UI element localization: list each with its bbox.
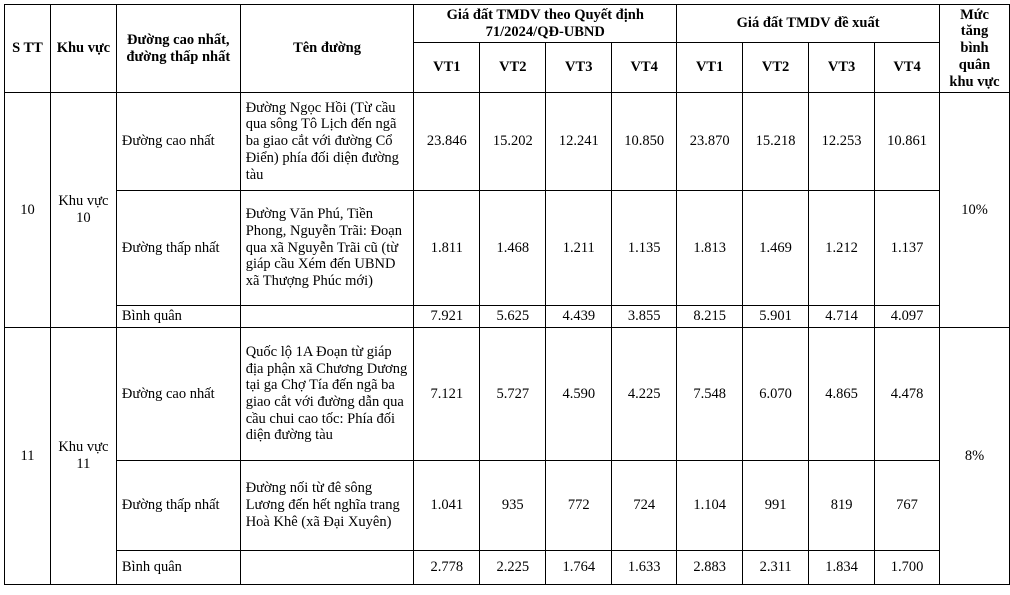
- ten-duong-cell: Đường nối từ đê sông Lương đến hết nghĩa trang Hoà Khê (xã Đại Xuyên): [240, 461, 414, 551]
- value-cell: 15.218: [743, 93, 809, 191]
- value-cell: 2.225: [480, 551, 546, 585]
- value-cell: 5.901: [743, 306, 809, 328]
- value-cell: 2.883: [677, 551, 743, 585]
- duong-type-cell: Đường cao nhất: [116, 328, 240, 461]
- value-cell: 1.104: [677, 461, 743, 551]
- value-cell: 1.137: [875, 191, 940, 306]
- value-cell: 23.846: [414, 93, 480, 191]
- value-cell: 2.778: [414, 551, 480, 585]
- binh-quan-label: Bình quân: [116, 551, 240, 585]
- value-cell: 819: [809, 461, 875, 551]
- document-page: [4, 4, 1010, 585]
- value-cell: 7.121: [414, 328, 480, 461]
- header-vt3-qd: VT3: [546, 43, 612, 93]
- value-cell: 4.439: [546, 306, 612, 328]
- value-cell: 1.211: [546, 191, 612, 306]
- value-cell: 1.041: [414, 461, 480, 551]
- value-cell: 1.633: [612, 551, 677, 585]
- value-cell: 1.813: [677, 191, 743, 306]
- value-cell: 1.764: [546, 551, 612, 585]
- table-row: [5, 191, 1010, 306]
- stt-cell: 10: [5, 93, 51, 328]
- duong-type-cell: Đường thấp nhất: [116, 191, 240, 306]
- value-cell: 8.215: [677, 306, 743, 328]
- value-cell: 1.700: [875, 551, 940, 585]
- khu-vuc-cell: Khu vực 11: [50, 328, 116, 585]
- value-cell: 1.135: [612, 191, 677, 306]
- value-cell: 4.865: [809, 328, 875, 461]
- table-row: [5, 461, 1010, 551]
- table-row: [5, 93, 1010, 191]
- table-row: [5, 551, 1010, 585]
- header-vt1-qd: VT1: [414, 43, 480, 93]
- header-duong-type: Đường cao nhất, đường thấp nhất: [116, 5, 240, 93]
- value-cell: 4.097: [875, 306, 940, 328]
- value-cell: 23.870: [677, 93, 743, 191]
- muc-tang-cell: 10%: [940, 93, 1010, 328]
- empty-cell: [240, 306, 414, 328]
- header-vt4-dx: VT4: [875, 43, 940, 93]
- value-cell: 2.311: [743, 551, 809, 585]
- ten-duong-cell: Đường Ngọc Hồi (Từ cầu qua sông Tô Lịch đến ngã ba giao cắt với đường Cổ Điển) phía đối diện đường tàu: [240, 93, 414, 191]
- value-cell: 1.811: [414, 191, 480, 306]
- value-cell: 7.921: [414, 306, 480, 328]
- value-cell: 1.469: [743, 191, 809, 306]
- value-cell: 15.202: [480, 93, 546, 191]
- value-cell: 935: [480, 461, 546, 551]
- ten-duong-cell: Quốc lộ 1A Đoạn từ giáp địa phận xã Chương Dương tại ga Chợ Tía đến ngã ba giao cắt với đường dẫn qua cầu chui cao tốc: Phía đối diện đường tàu: [240, 328, 414, 461]
- value-cell: 10.861: [875, 93, 940, 191]
- stt-cell: 11: [5, 328, 51, 585]
- value-cell: 1.468: [480, 191, 546, 306]
- muc-tang-cell: 8%: [940, 328, 1010, 585]
- duong-type-cell: Đường cao nhất: [116, 93, 240, 191]
- header-muc-tang: Mức tăng bình quân khu vực: [940, 5, 1010, 93]
- header-stt: S TT: [5, 5, 51, 93]
- value-cell: 724: [612, 461, 677, 551]
- empty-cell: [240, 551, 414, 585]
- ten-duong-cell: Đường Văn Phú, Tiền Phong, Nguyễn Trãi: Đoạn qua xã Nguyễn Trãi cũ (từ giáp cầu Xém đến UBND xã Thượng Phúc mới): [240, 191, 414, 306]
- value-cell: 12.241: [546, 93, 612, 191]
- value-cell: 1.212: [809, 191, 875, 306]
- value-cell: 1.834: [809, 551, 875, 585]
- header-ten-duong: Tên đường: [240, 5, 414, 93]
- header-khu-vuc: Khu vực: [50, 5, 116, 93]
- duong-type-cell: Đường thấp nhất: [116, 461, 240, 551]
- value-cell: 6.070: [743, 328, 809, 461]
- value-cell: 4.590: [546, 328, 612, 461]
- value-cell: 3.855: [612, 306, 677, 328]
- binh-quan-label: Bình quân: [116, 306, 240, 328]
- header-vt2-dx: VT2: [743, 43, 809, 93]
- price-table: [4, 4, 1010, 585]
- header-group-dx: Giá đất TMDV đề xuất: [677, 5, 940, 43]
- khu-vuc-cell: Khu vực 10: [50, 93, 116, 328]
- header-group-qd: Giá đất TMDV theo Quyết định 71/2024/QĐ-UBND: [414, 5, 677, 43]
- header-vt4-qd: VT4: [612, 43, 677, 93]
- value-cell: 4.714: [809, 306, 875, 328]
- value-cell: 772: [546, 461, 612, 551]
- value-cell: 5.727: [480, 328, 546, 461]
- value-cell: 4.478: [875, 328, 940, 461]
- value-cell: 767: [875, 461, 940, 551]
- value-cell: 4.225: [612, 328, 677, 461]
- value-cell: 5.625: [480, 306, 546, 328]
- header-vt2-qd: VT2: [480, 43, 546, 93]
- value-cell: 7.548: [677, 328, 743, 461]
- value-cell: 12.253: [809, 93, 875, 191]
- value-cell: 10.850: [612, 93, 677, 191]
- header-vt1-dx: VT1: [677, 43, 743, 93]
- table-row: [5, 306, 1010, 328]
- header-vt3-dx: VT3: [809, 43, 875, 93]
- table-row: [5, 328, 1010, 461]
- value-cell: 991: [743, 461, 809, 551]
